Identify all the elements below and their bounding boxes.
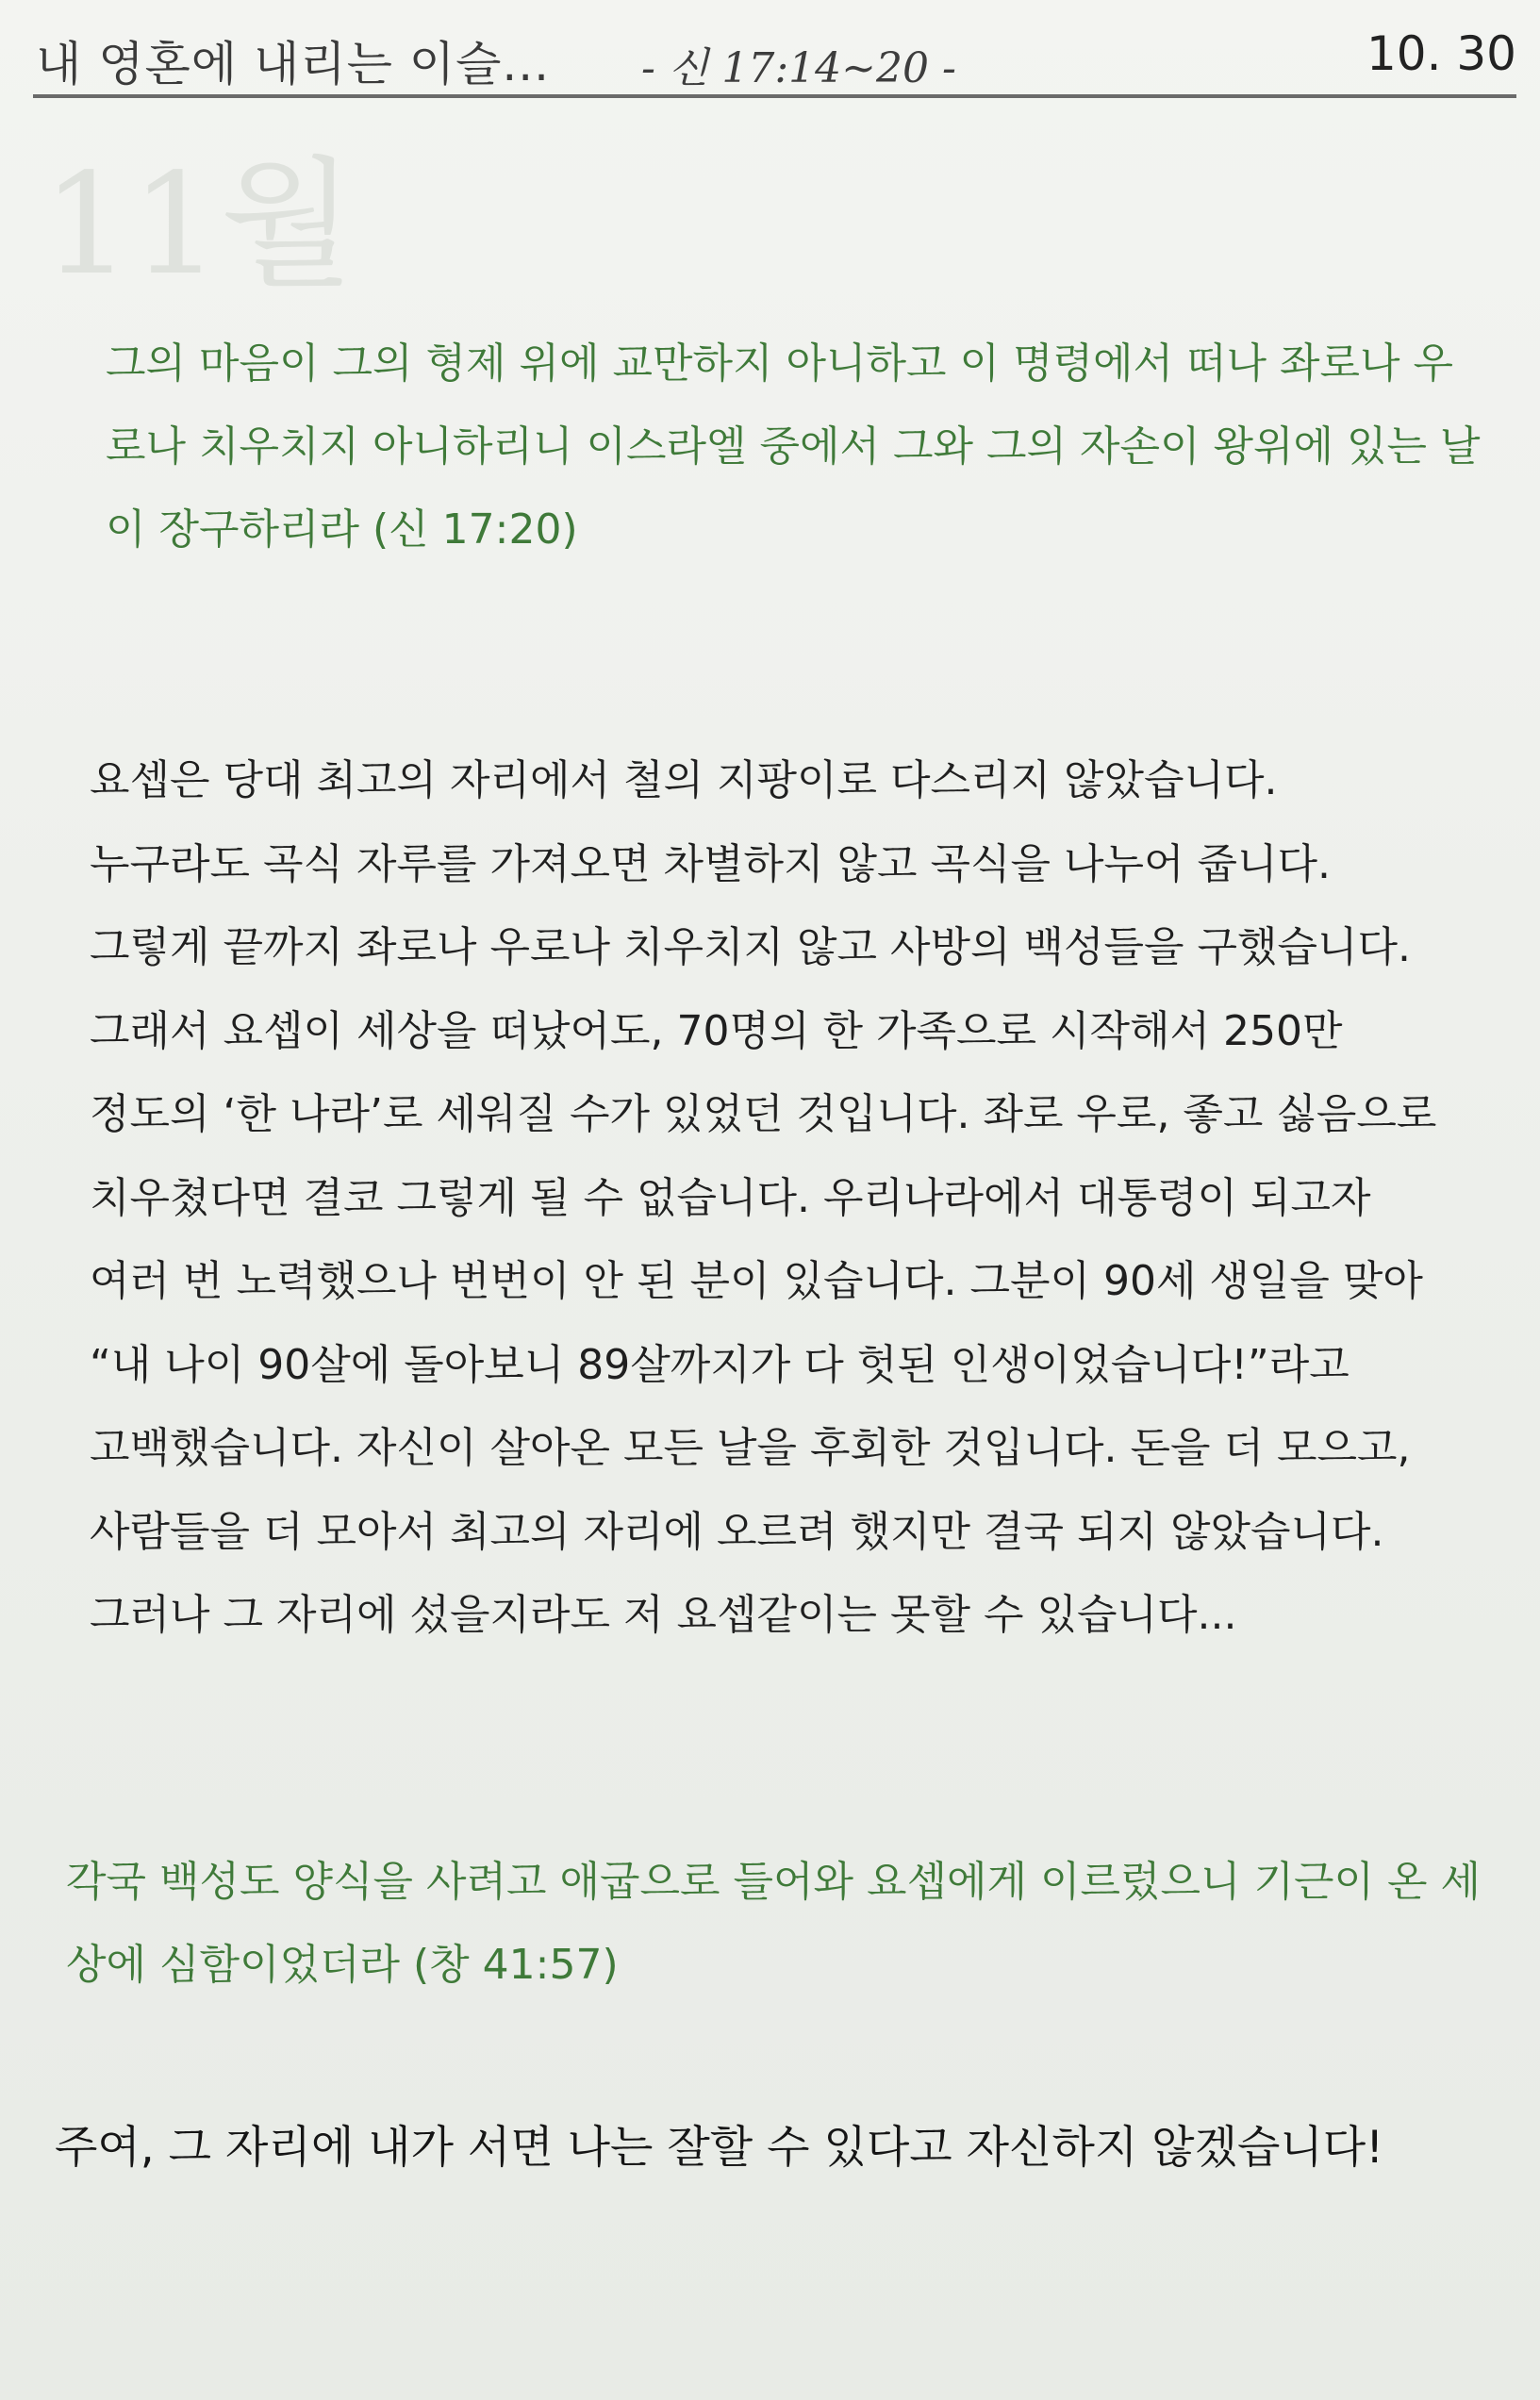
month-watermark: 11월 [42,143,356,306]
body-line: 고백했습니다. 자신이 살아온 모든 날을 후회한 것입니다. 돈을 더 모으고, [90,1424,1411,1472]
body-line: “내 나이 90살에 돌아보니 89살까지가 다 헛된 인생이었습니다!”라고 [90,1340,1350,1389]
body-line: 여러 번 노력했으나 번번이 안 된 분이 있습니다. 그분이 90세 생일을 맞아 [90,1257,1423,1305]
body-line: 그렇게 끝까지 좌로나 우로나 치우치지 않고 사방의 백성들을 구했습니다. [90,923,1411,971]
body-line: 정도의 ‘한 나라’로 세워질 수가 있었던 것입니다. 좌로 우로, 좋고 싫음으로 [90,1090,1437,1138]
body-line: 요셉은 당대 최고의 자리에서 철의 지팡이로 다스리지 않았습니다. [90,756,1278,804]
closing-prayer: 주여, 그 자리에 내가 서면 나는 잘할 수 있다고 자신하지 않겠습니다! [55,2122,1384,2174]
header-divider [33,94,1516,98]
body-line: 사람들을 더 모아서 최고의 자리에 오르려 했지만 결국 되지 않았습니다. [90,1507,1384,1556]
body-line: 그래서 요셉이 세상을 떠났어도, 70명의 한 가족으로 시작해서 250만 [90,1006,1343,1055]
devotional-body [90,739,1466,1658]
verse-bottom: 각국 백성도 양식을 사려고 애굽으로 들어와 요셉에게 이르렀으니 기근이 온 세상에 심함이었더라 (창 41:57) [66,1858,1481,1989]
body-line: 그러나 그 자리에 섰을지라도 저 요셉같이는 못할 수 있습니다... [90,1591,1237,1639]
body-line: 누구라도 곡식 자루를 가져오면 차별하지 않고 곡식을 나누어 줍니다. [90,839,1331,888]
scripture-reference: - 신 17:14~20 - [641,44,956,92]
body-line: 치우쳤다면 결코 그렇게 될 수 없습니다. 우리나라에서 대통령이 되고자 [90,1173,1371,1222]
page-date: 10. 30 [1366,26,1516,81]
verse-top: 그의 마음이 그의 형제 위에 교만하지 아니하고 이 명령에서 떠나 좌로나 우로나 치우치지 아니하리니 이스라엘 중에서 그와 그의 자손이 왕위에 있는 날이 장구하리라 (신 17:20) [106,339,1481,554]
book-title: 내 영혼에 내리는 이슬... [36,37,551,91]
